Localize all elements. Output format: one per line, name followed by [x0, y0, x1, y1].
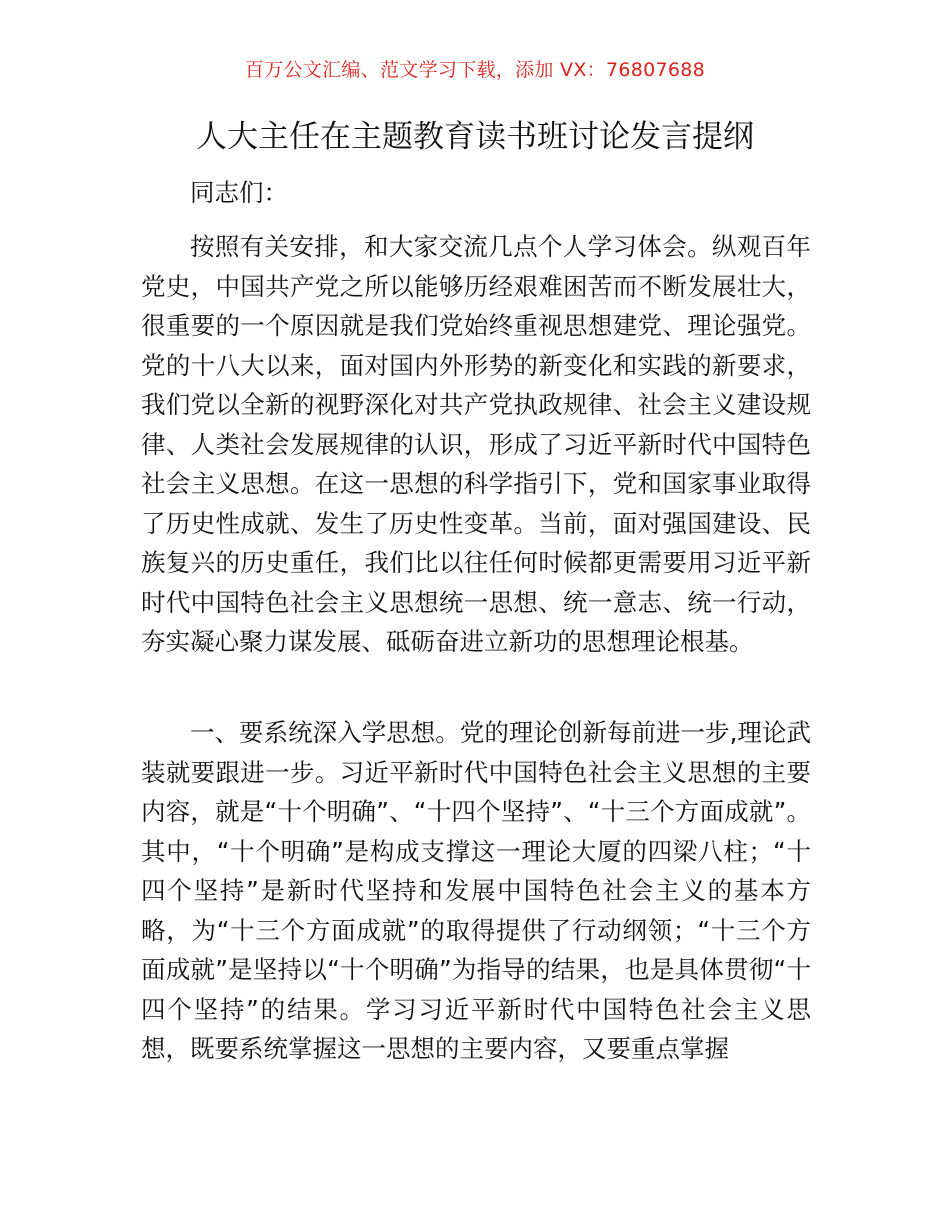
promo-header: 百万公文汇编、范文学习下载，添加 VX：76807688 — [244, 59, 706, 81]
page-title: 人大主任在主题教育读书班讨论发言提纲 — [196, 119, 754, 155]
body-paragraph: 按照有关安排，和大家交流几点个人学习体会。纵观百年党史，中国共产党之所以能够历经艰难困苦而不断发展壮大，很重要的一个原因就是我们党始终重视思想建党、理论强党。党的十八大以来，面对国内外形势的新变化和实践的新要求，我们党以全新的视野深化对共产党执政规律、社会主义建设规律、人类社会发展规律的认识，形成了习近平新时代中国特色社会主义思想。在这一思想的科学指引下，党和国家事业取得了历史性成就、发生了历史性变革。当前，面对强国建设、民族复兴的历史重任，我们比以往任何时候都更需要用习近平新时代中国特色社会主义思想统一思想、统一意志、统一行动，夯实凝心聚力谋发展、砥砺奋进立新功的思想理论根基。 — [141, 232, 811, 656]
greeting-line: 同志们： — [190, 178, 288, 207]
paragraph-container — [141, 227, 811, 662]
body-paragraph: 一、要系统深入学思想。党的理论创新每前进一步,理论武装就要跟进一步。习近平新时代中国特色社会主义思想的主要内容，就是“十个明确”、“十四个坚持”、“十三个方面成就”。其中，“十个明确”是构成支撑这一理论大厦的四梁八柱；“十四个坚持”是新时代坚持和发展中国特色社会主义的基本方略，为“十三个方面成就”的取得提供了行动纲领；“十三个方面成就”是坚持以“十个明确”为指导的结果，也是具体贯彻“十四个坚持”的结果。学习习近平新时代中国特色社会主义思想，既要系统掌握这一思想的主要内容，又要重点掌握 — [141, 718, 811, 1063]
paragraph-container — [141, 713, 811, 1069]
